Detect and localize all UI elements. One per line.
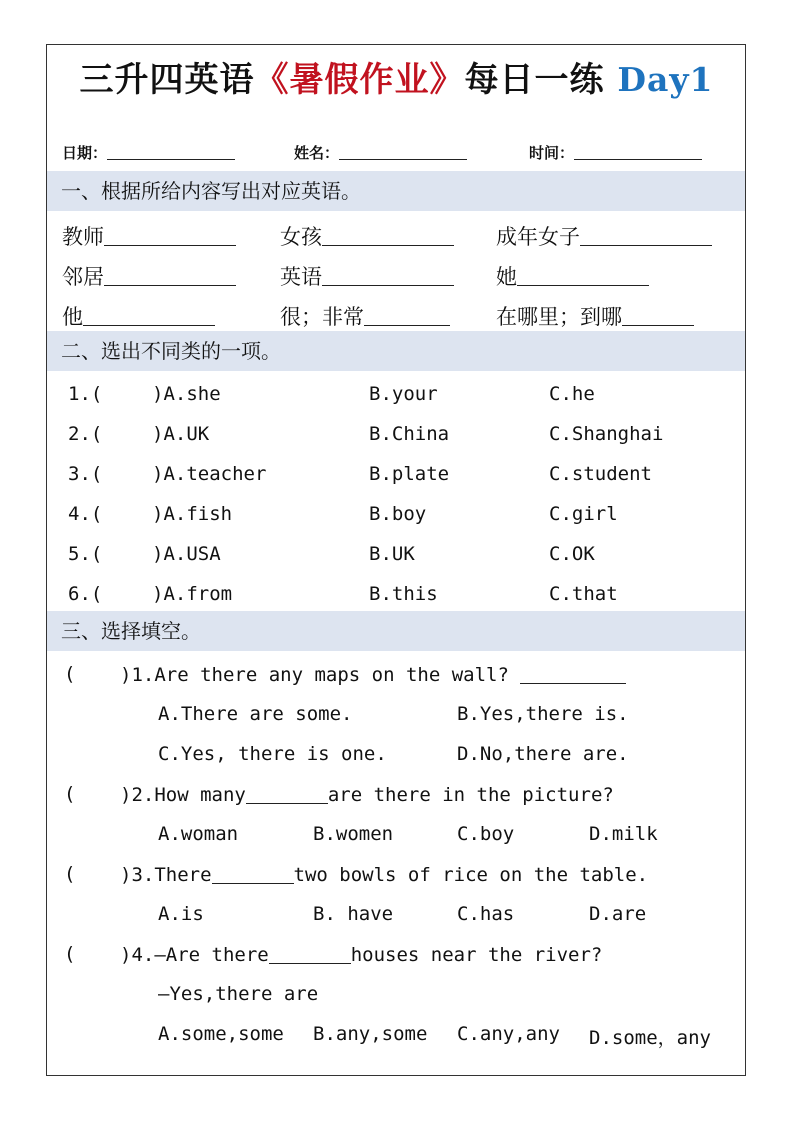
answer-paren[interactable]: ( — [64, 863, 76, 885]
answer-paren[interactable]: ( — [64, 943, 76, 965]
option-a: A.is — [158, 903, 204, 925]
vocab-item[interactable]: 她 — [496, 261, 649, 291]
option-b: B.women — [313, 823, 394, 845]
option-d: D.some，any — [589, 1027, 711, 1049]
section1-heading: 一、根据所给内容写出对应英语。 — [47, 171, 745, 211]
option-b: B.UK — [369, 543, 415, 565]
question-number[interactable]: 1.( — [68, 383, 103, 405]
question-4-line2: —Yes,there are — [158, 983, 319, 1005]
option-a: )A.teacher — [152, 463, 267, 485]
title-part3: 每日一练 — [464, 60, 605, 100]
question-2: )2.How many are there in the picture? — [120, 784, 614, 806]
question-4: )4.—Are there houses near the river? — [120, 944, 603, 966]
question-4-blank[interactable] — [269, 943, 351, 964]
title-part1: 三升四英语 — [79, 60, 255, 100]
option-b: B.boy — [369, 503, 427, 525]
option-d: D.No,there are. — [457, 743, 629, 765]
answer-paren[interactable]: ( — [64, 663, 76, 685]
option-c: C.has — [457, 903, 515, 925]
vocab-item[interactable]: 他 — [62, 301, 215, 331]
option-b: B.your — [369, 383, 438, 405]
vocab-item[interactable]: 邻居 — [62, 261, 236, 291]
option-b: B.any,some — [313, 1023, 428, 1045]
section2-heading: 二、选出不同类的一项。 — [47, 331, 745, 371]
option-a: )A.she — [152, 383, 221, 405]
option-d: D.milk — [589, 823, 658, 845]
vocab-item[interactable]: 很；非常 — [280, 301, 450, 331]
question-1: )1.Are there any maps on the wall? — [120, 663, 626, 686]
date-field[interactable] — [62, 142, 235, 163]
question-1-blank[interactable] — [520, 663, 626, 684]
vocab-item[interactable]: 在哪里；到哪 — [496, 301, 694, 331]
option-a: A.woman — [158, 823, 239, 845]
option-a: A.There are some. — [158, 703, 353, 725]
option-c: C.he — [549, 383, 595, 405]
date-label: 日期： — [62, 144, 108, 162]
question-2-blank[interactable] — [246, 783, 328, 804]
vocab-item[interactable]: 成年女子 — [496, 221, 712, 251]
title-part2: 《暑假作业》 — [254, 60, 465, 100]
question-number[interactable]: 4.( — [68, 503, 103, 525]
option-b: B.Yes,there is. — [457, 703, 629, 725]
name-blank[interactable] — [339, 143, 467, 160]
option-c: C.student — [549, 463, 652, 485]
date-blank[interactable] — [107, 143, 235, 160]
question-number[interactable]: 6.( — [68, 583, 103, 605]
option-c: C.Shanghai — [549, 423, 664, 445]
option-d: D.are — [589, 903, 647, 925]
answer-paren[interactable]: ( — [64, 783, 76, 805]
option-b: B. have — [313, 903, 394, 925]
question-3-blank[interactable] — [212, 863, 294, 884]
vocab-item[interactable]: 教师 — [62, 221, 236, 251]
option-c: C.boy — [457, 823, 515, 845]
time-blank[interactable] — [574, 143, 702, 160]
option-c: C.that — [549, 583, 618, 605]
vocab-item[interactable]: 女孩 — [280, 221, 454, 251]
name-label: 姓名： — [294, 144, 340, 162]
section3-heading: 三、选择填空。 — [47, 611, 745, 651]
question-3: )3.There two bowls of rice on the table. — [120, 864, 649, 886]
option-a: )A.from — [152, 583, 233, 605]
option-a: A.some,some — [158, 1023, 284, 1045]
question-number[interactable]: 2.( — [68, 423, 103, 445]
option-c: C.Yes, there is one. — [158, 743, 387, 765]
question-number[interactable]: 5.( — [68, 543, 103, 565]
vocab-item[interactable]: 英语 — [280, 261, 454, 291]
title-day: Day1 — [617, 60, 714, 99]
option-c: C.OK — [549, 543, 595, 565]
option-c: C.any,any — [457, 1023, 560, 1045]
option-a: )A.UK — [152, 423, 210, 445]
option-a: )A.USA — [152, 543, 221, 565]
name-field[interactable] — [294, 142, 467, 163]
option-c: C.girl — [549, 503, 618, 525]
time-field[interactable] — [529, 142, 702, 163]
worksheet-title — [0, 52, 793, 101]
question-number[interactable]: 3.( — [68, 463, 103, 485]
option-a: )A.fish — [152, 503, 233, 525]
option-b: B.China — [369, 423, 450, 445]
option-b: B.plate — [369, 463, 450, 485]
option-b: B.this — [369, 583, 438, 605]
time-label: 时间： — [529, 144, 575, 162]
